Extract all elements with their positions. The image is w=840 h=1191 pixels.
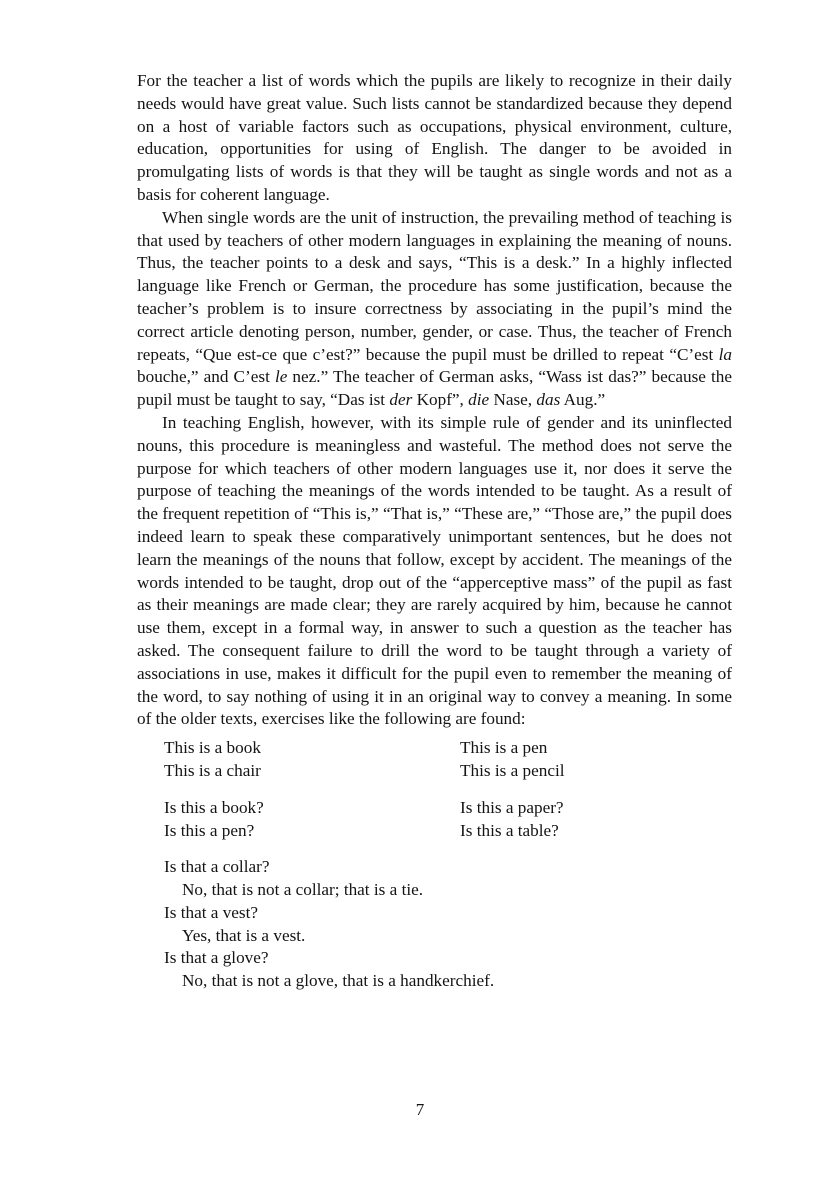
- example-exercises: [164, 737, 732, 993]
- page-number: 7: [415, 1100, 425, 1119]
- example-line: Is this a pen?: [164, 820, 255, 840]
- statement-examples: [164, 737, 732, 783]
- dialogue-answer: No, that is not a collar; that is a tie.: [182, 880, 424, 900]
- example-line: This is a pen: [460, 738, 548, 758]
- dialogue-examples: [164, 856, 732, 993]
- dialogue-question: Is that a collar?: [164, 857, 270, 877]
- example-line: Is this a paper?: [460, 797, 564, 817]
- example-line: This is a pencil: [460, 760, 565, 780]
- question-examples: [164, 797, 732, 843]
- example-line: Is this a table?: [460, 820, 559, 840]
- example-line: Is this a book?: [164, 797, 264, 817]
- example-line: This is a chair: [164, 760, 261, 780]
- paragraph: For the teacher a list of words which the pupils are likely to recognize in their daily needs would have great value. Such lists cannot be standardized because they depend on a host of variable factors such as occupations, physical environment, culture, education, opportunities for using of English. The danger to be avoided in promulgating lists of words is that they will be taught as single words and not as a basis for coherent language.: [137, 71, 732, 204]
- dialogue-answer: Yes, that is a vest.: [182, 925, 306, 945]
- dialogue-question: Is that a vest?: [164, 902, 259, 922]
- dialogue-answer: No, that is not a glove, that is a handkerchief.: [182, 971, 495, 991]
- dialogue-question: Is that a glove?: [164, 948, 269, 968]
- page-body: [137, 70, 732, 993]
- paragraph: In teaching English, however, with its simple rule of gender and its uninflected nouns, this procedure is meaningless and wasteful. The method does not serve the purpose for which teachers of other modern languages use it, nor does it serve the purpose of teaching the meanings of the words intended to be taught. As a result of the frequent repetition of “This is,” “That is,” “These are,” “Those are,” the pupil does indeed learn to speak these comparatively unimportant sentences, but he does not learn the meanings of the nouns that follow, except by accident. The meanings of the words intended to be taught, drop out of the “apperceptive mass” of the pupil as fast as their meanings are made clear; they are rarely acquired by him, because he cannot use them, except in a formal way, in answer to such a question as the teacher has asked. The consequent failure to drill the word to be taught through a variety of associations in use, makes it difficult for the pupil even to remember the meaning of the word, to say nothing of using it in an original way to convey a meaning. In some of the older texts, exercises like the following are found:: [137, 412, 732, 729]
- example-line: This is a book: [164, 738, 261, 758]
- paragraph: When single words are the unit of instruction, the prevailing method of teaching is that used by teachers of other modern languages in explaining the meaning of nouns. Thus, the teacher points to a desk and says, “This is a desk.” In a highly inflected language like French or German, the procedure has some justification, because the teacher’s problem is to insure correctness by associating in the pupil’s mind the correct article denoting person, number, gender, or case. Thus, the teacher of French repeats, “Que est-ce que c’est?” because the pupil must be drilled to repeat “C’est la bouche,” and C’est le nez.” The teacher of German asks, “Wass ist das?” because the pupil must be taught to say, “Das ist der Kopf”, die Nase, das Aug.”: [137, 207, 733, 410]
